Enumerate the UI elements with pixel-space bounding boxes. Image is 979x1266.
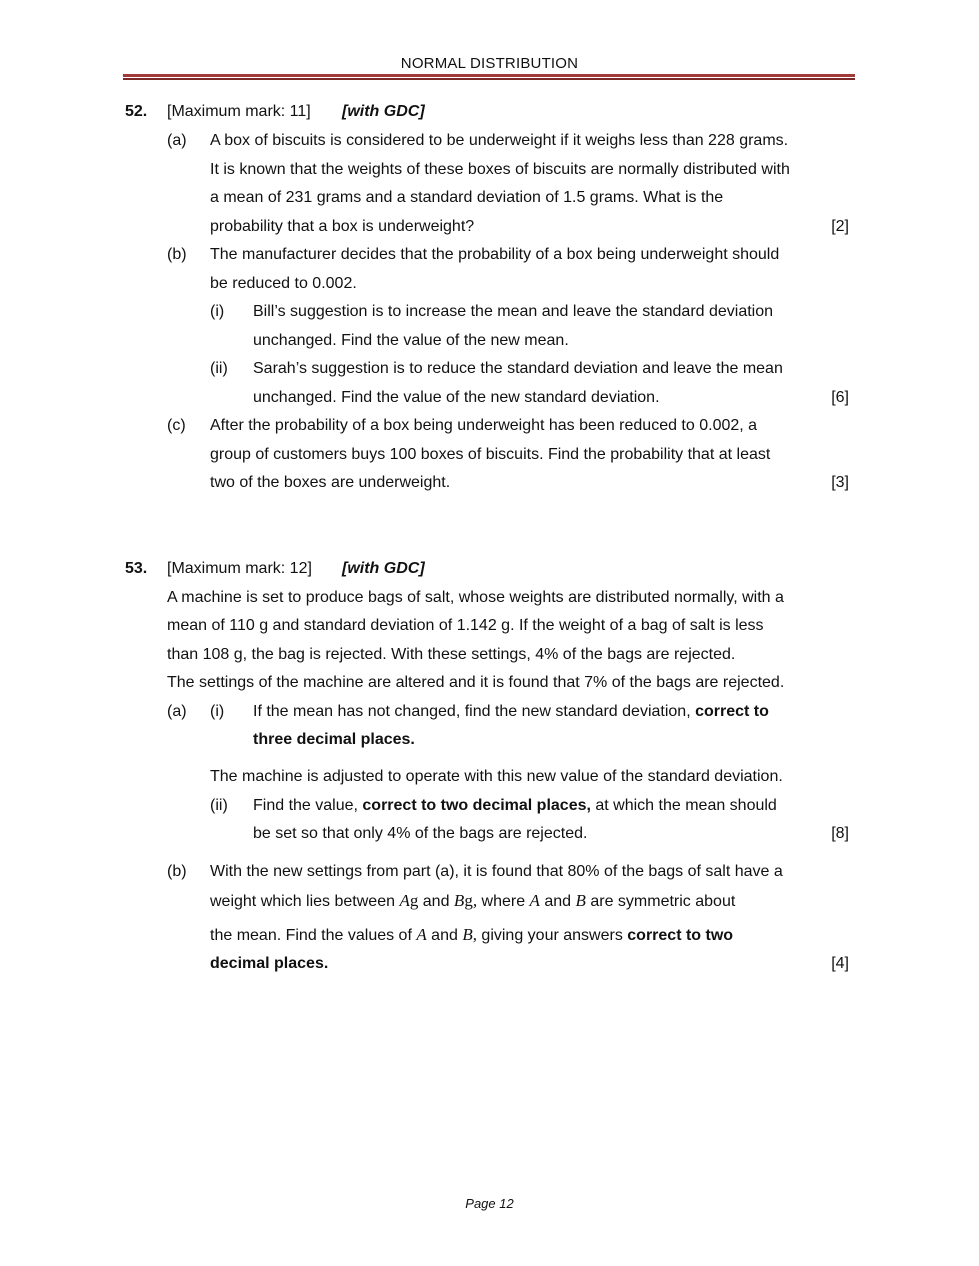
q52-b-ii-line: Sarah’s suggestion is to reduce the standard deviation and leave the mean xyxy=(253,360,783,377)
q53-intro-line: than 108 g, the bag is rejected. With these settings, 4% of the bags are rejected. xyxy=(167,646,736,663)
q53-b-and: and xyxy=(539,893,576,910)
question-53-max-mark: [Maximum mark: 12] xyxy=(167,560,312,577)
q53-b-marks: [4] xyxy=(831,955,849,972)
q53-b-line1: With the new settings from part (a), it is found that 80% of the bags of salt have a xyxy=(210,863,783,880)
q52-a-line: a mean of 231 grams and a standard deviation of 1.5 grams. What is the xyxy=(210,189,724,206)
q52-b-i-line: unchanged. Find the value of the new mean. xyxy=(253,332,569,349)
q52-b-i-line: Bill’s suggestion is to increase the mean and leave the standard deviation xyxy=(253,303,774,320)
q53-adjust-line: The machine is adjusted to operate with this new value of the standard deviation. xyxy=(210,768,783,785)
q53-a-ii-line xyxy=(253,796,777,816)
q52-part-a-label: (a) xyxy=(167,132,187,149)
q53-b-and: and xyxy=(418,893,454,910)
q52-a-line: It is known that the weights of these boxes of biscuits are normally distributed with xyxy=(210,161,790,178)
q53-b-emphasis: correct to two xyxy=(627,927,734,944)
q53-intro-line: The settings of the machine are altered and it is found that 7% of the bags are rejected. xyxy=(167,674,785,691)
q53-a-i-label: (i) xyxy=(210,703,225,720)
page-header-title: NORMAL DISTRIBUTION xyxy=(400,55,579,72)
q52-c-line: group of customers buys 100 boxes of biscuits. Find the probability that at least xyxy=(210,446,771,463)
header-rule-lower xyxy=(123,78,855,80)
header-rule xyxy=(123,74,855,77)
q53-b-and: and xyxy=(426,927,463,944)
q52-b-marks: [6] xyxy=(831,389,849,406)
q52-b-line: The manufacturer decides that the probability of a box being underweight should xyxy=(210,246,780,263)
q53-a-ii-text-end: at which the mean should xyxy=(590,797,777,814)
q53-a-ii-text: Find the value, xyxy=(253,797,363,814)
q52-a-line: probability that a box is underweight? xyxy=(210,218,475,235)
q52-b-i-label: (i) xyxy=(210,303,225,320)
q52-c-marks: [3] xyxy=(831,474,849,491)
unit-g: g xyxy=(464,891,473,910)
q53-intro-line: mean of 110 g and standard deviation of 1.142 g. If the weight of a bag of salt is less xyxy=(167,617,764,634)
q52-a-line: A box of biscuits is considered to be underweight if it weighs less than 228 grams. xyxy=(210,132,789,149)
q53-a-ii-line2: be set so that only 4% of the bags are rejected. xyxy=(253,825,588,842)
q53-a-ii-emphasis: correct to two decimal places, xyxy=(362,797,591,814)
comma: , xyxy=(472,925,477,944)
q52-a-marks: [2] xyxy=(831,218,849,235)
q53-a-i-line xyxy=(253,702,769,722)
symbol-B: B xyxy=(453,891,465,910)
q53-b-text: weight which lies between xyxy=(210,893,400,910)
q53-b-emphasis-line: decimal places. xyxy=(210,955,329,972)
question-52-max-mark: [Maximum mark: 11] xyxy=(167,103,311,120)
q52-b-ii-label: (ii) xyxy=(210,360,228,377)
symbol-A: A xyxy=(399,891,410,910)
q53-a-i-emphasis-line: three decimal places. xyxy=(253,731,415,748)
question-52-gdc: [with GDC] xyxy=(342,103,425,120)
q52-c-line: two of the boxes are underweight. xyxy=(210,474,451,491)
q52-b-line: be reduced to 0.002. xyxy=(210,275,357,292)
symbol-B: B xyxy=(575,891,586,910)
symbol-A: A xyxy=(416,925,427,944)
q53-a-ii-label: (ii) xyxy=(210,797,228,814)
question-52-number: 52. xyxy=(125,103,148,120)
symbol-A: A xyxy=(529,891,540,910)
question-53-gdc: [with GDC] xyxy=(342,560,425,577)
q52-b-ii-line: unchanged. Find the value of the new standard deviation. xyxy=(253,389,660,406)
q53-b-text: giving your answers xyxy=(476,927,628,944)
q53-b-text: the mean. Find the values of xyxy=(210,927,417,944)
q53-intro-line: A machine is set to produce bags of salt, whose weights are distributed normally, with a xyxy=(167,589,784,606)
q53-a-i-emphasis: correct to xyxy=(695,703,769,720)
symbol-B: B xyxy=(462,925,473,944)
q53-a-i-text: If the mean has not changed, find the new standard deviation, xyxy=(253,703,696,720)
q53-b-line3 xyxy=(210,925,733,946)
unit-g: g xyxy=(409,891,419,910)
q52-c-line: After the probability of a box being underweight has been reduced to 0.002, a xyxy=(210,417,758,434)
q53-b-line2 xyxy=(210,891,735,912)
q52-part-c-label: (c) xyxy=(167,417,186,434)
q53-b-text-end: are symmetric about xyxy=(585,893,736,910)
q53-part-b-label: (b) xyxy=(167,863,187,880)
q53-part-a-label: (a) xyxy=(167,703,187,720)
q53-a-marks: [8] xyxy=(831,825,849,842)
q53-b-where: where xyxy=(477,893,530,910)
page-number: Page 12 xyxy=(465,1196,514,1211)
comma: , xyxy=(472,891,478,910)
question-53-number: 53. xyxy=(125,560,148,577)
q52-part-b-label: (b) xyxy=(167,246,187,263)
